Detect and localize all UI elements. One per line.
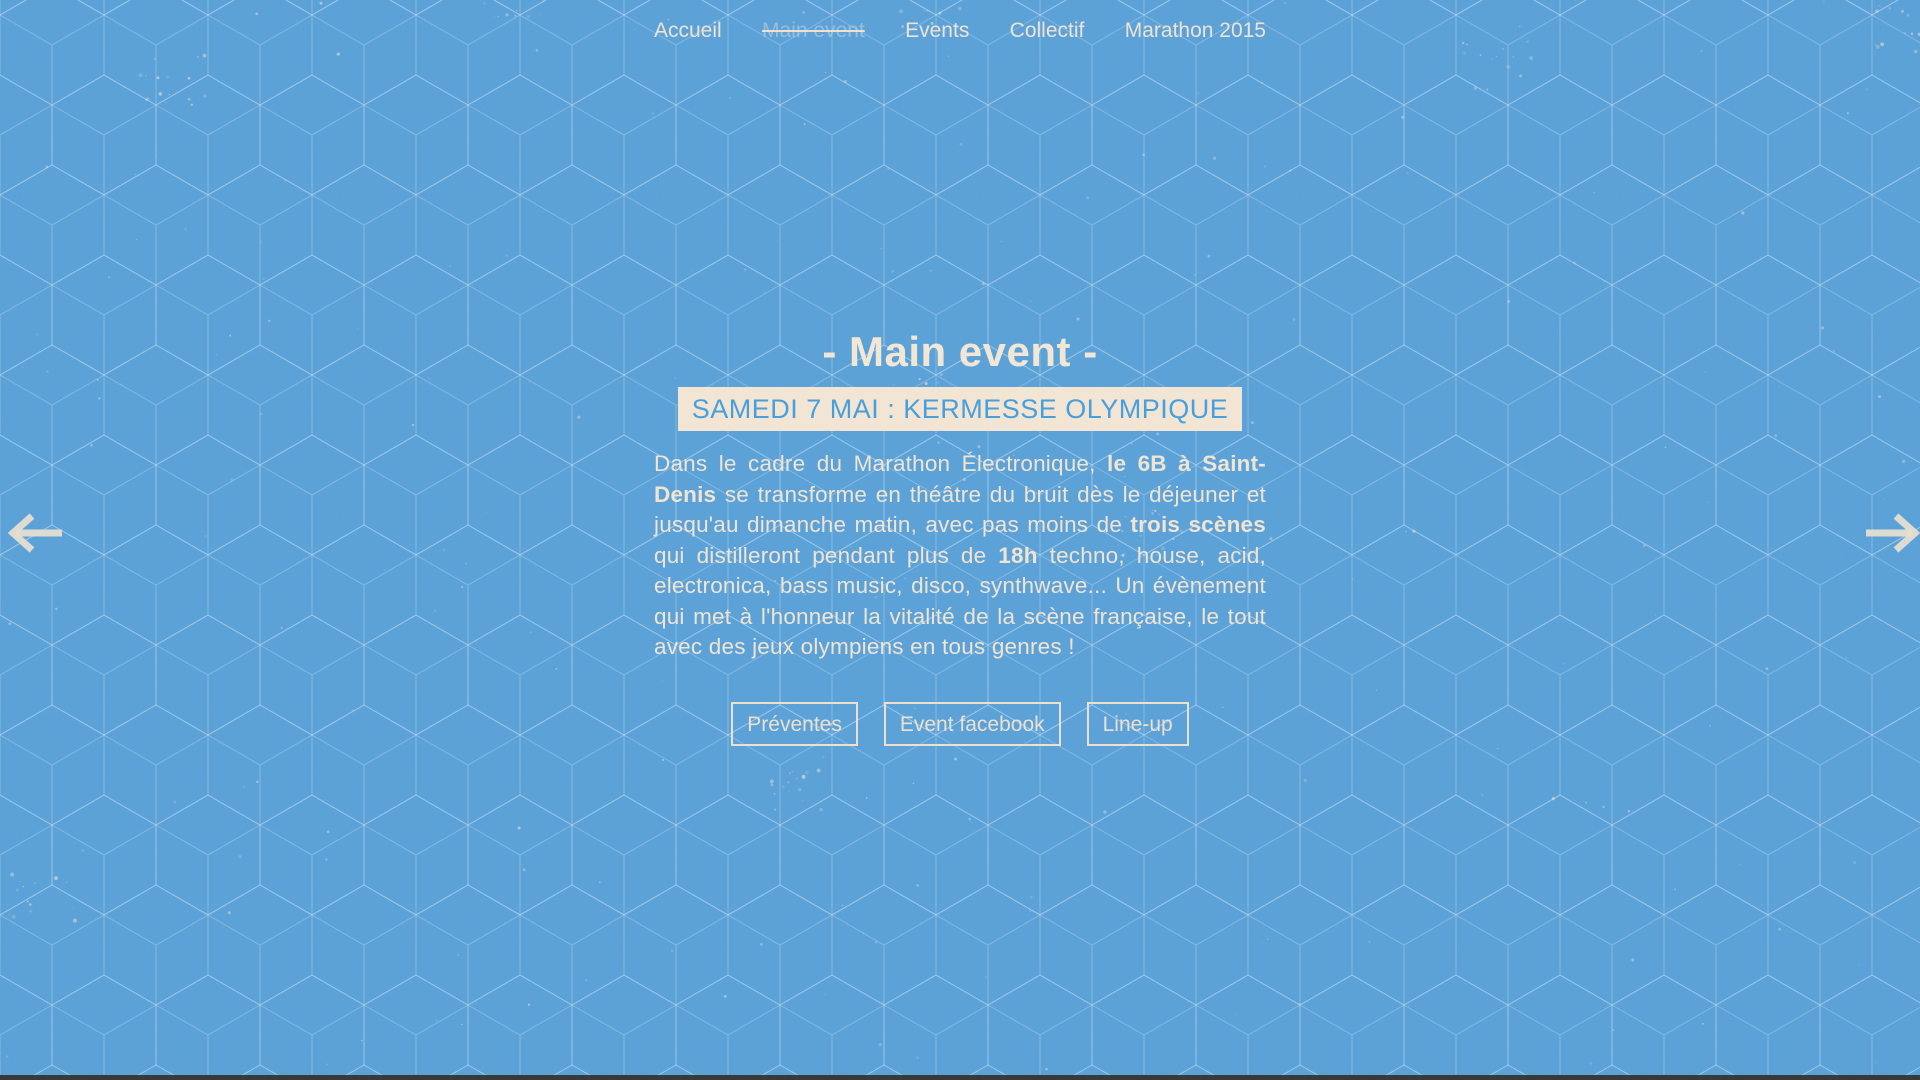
prev-slide-button[interactable] bbox=[6, 510, 64, 556]
nav-item-marathon-2015[interactable]: Marathon 2015 bbox=[1124, 19, 1266, 42]
nav-item-accueil[interactable]: Accueil bbox=[654, 19, 722, 42]
nav-item-main-event[interactable]: Main event bbox=[762, 19, 865, 42]
preventes-button[interactable]: Préventes bbox=[731, 702, 858, 746]
action-buttons bbox=[654, 702, 1266, 746]
banner-row bbox=[654, 387, 1266, 431]
footer-edge bbox=[0, 1075, 1920, 1080]
event-facebook-button[interactable]: Event facebook bbox=[884, 702, 1061, 746]
arrow-right-icon bbox=[1864, 510, 1920, 556]
nav-item-events[interactable]: Events bbox=[905, 19, 970, 42]
nav-item-collectif[interactable]: Collectif bbox=[1009, 19, 1085, 42]
arrow-left-icon bbox=[6, 510, 64, 556]
page-title: - Main event - bbox=[822, 328, 1098, 375]
event-description: Dans le cadre du Marathon Électronique, le 6B à Saint-Denis se transforme en théâtre du bruit dès le déjeuner et jusqu'au dimanche matin, avec pas moins de trois scènes qui distilleront pendant plus de 18h techno, house, acid, electronica, bass music, disco, synthwave... Un évènement qui met à l'honneur la vitalité de la scène française, le tout avec des jeux olympiens en tous genres ! bbox=[654, 451, 1267, 659]
main-nav bbox=[654, 18, 1266, 44]
event-date-banner: SAMEDI 7 MAI : KERMESSE OLYMPIQUE bbox=[678, 387, 1243, 431]
lineup-button[interactable]: Line-up bbox=[1087, 702, 1189, 746]
next-slide-button[interactable] bbox=[1864, 510, 1920, 556]
